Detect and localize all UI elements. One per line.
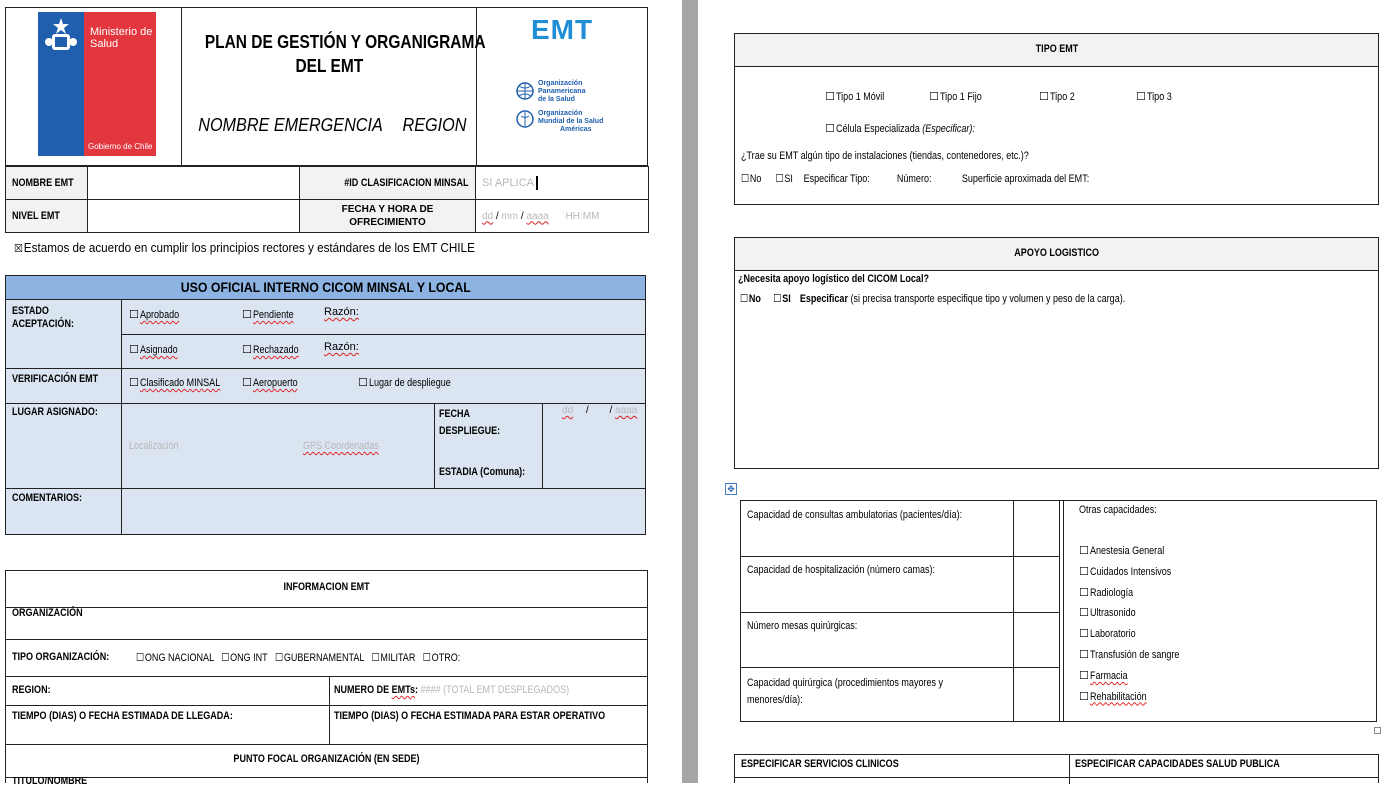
tiempo-operativo-label: TIEMPO (DIAS) O FECHA ESTIMADA PARA ESTAR OPERATIVO <box>334 710 606 722</box>
emergency-name-label: NOMBRE EMERGENCIA <box>198 115 384 135</box>
localizacion-placeholder[interactable]: Localización <box>129 440 179 452</box>
fecha-despliegue-label: FECHA DESPLIEGUE: <box>439 408 501 437</box>
punto-focal-title: PUNTO FOCAL ORGANIZACIÓN (EN SEDE) <box>233 753 420 765</box>
logo-red-block <box>84 12 156 156</box>
mesas-quirurgicas-label: Número mesas quirúrgicas: <box>747 620 858 632</box>
hospitalizacion-value-field[interactable] <box>1014 557 1059 612</box>
tipo1-movil-checkbox[interactable]: ☐Tipo 1 Móvil <box>825 90 885 103</box>
otras-capacidades-list <box>1079 541 1199 707</box>
id-clasificacion-label: #ID CLASIFICACION MINSAL <box>300 167 476 200</box>
informacion-title: INFORMACION EMT <box>283 581 370 593</box>
aeropuerto-checkbox[interactable]: ☐Aeropuerto <box>242 376 298 389</box>
form-title-line2: DEL EMT <box>295 56 363 76</box>
region-label: REGION <box>402 115 466 135</box>
capacidad-consultas-label: Capacidad de consultas ambulatorias (pacientes/día): <box>747 509 963 521</box>
fecha-label-1: FECHA Y HORA DE <box>341 204 434 215</box>
tiempo-llegada-label: TIEMPO (DIAS) O FECHA ESTIMADA DE LLEGADA: <box>12 710 233 722</box>
quirurgica-value-field[interactable] <box>1014 668 1059 721</box>
agreement-checkbox[interactable]: ☒ <box>14 242 23 255</box>
ultrasonido-checkbox[interactable]: ☐Ultrasonido <box>1079 606 1136 620</box>
consultas-value-field[interactable] <box>1014 501 1059 556</box>
ops-line1: Organización <box>538 80 583 87</box>
tipo2-checkbox[interactable]: ☐Tipo 2 <box>1039 90 1075 103</box>
apoyo-question: ¿Necesita apoyo logístico del CICOM Local? <box>738 273 929 285</box>
especificar-block <box>734 754 1379 783</box>
tipo-emt-block <box>734 33 1379 205</box>
informacion-emt-block <box>5 570 648 783</box>
razon-2-label: Razón: <box>324 341 359 353</box>
apoyo-no-checkbox[interactable]: ☐No <box>740 292 761 305</box>
region-field-label: REGION: <box>12 684 51 696</box>
ops-logo <box>516 80 626 140</box>
apoyo-logistico-block <box>734 237 1379 469</box>
ministry-name-line2: Salud <box>90 38 119 50</box>
instalaciones-question: ¿Trae su EMT algún tipo de instalaciones (tiendas, contenedores, etc.)? <box>741 150 1029 162</box>
agreement-row[interactable] <box>14 240 526 255</box>
ops-line3: de la Salud <box>538 96 575 103</box>
oms-line2: Mundial de la Salud <box>538 118 604 125</box>
table-move-handle-icon[interactable]: ✥ <box>725 483 737 495</box>
fecha-ofrecimiento-label <box>300 200 476 233</box>
capacidades-block <box>740 500 1377 722</box>
fecha-ofrecimiento-field[interactable] <box>476 200 649 233</box>
page-gap <box>682 0 698 783</box>
verificacion-label: VERIFICACIÓN EMT <box>12 373 99 385</box>
instalaciones-options <box>741 172 1166 185</box>
radiologia-checkbox[interactable]: ☐Radiología <box>1079 585 1134 599</box>
clasificado-checkbox[interactable]: ☐Clasificado MINSAL <box>129 376 221 389</box>
aprobado-checkbox[interactable]: ☐Aprobado <box>129 308 180 321</box>
date-sep-2: / <box>520 210 524 222</box>
gps-placeholder[interactable]: GPS Coordenadas <box>303 440 379 452</box>
ong-nacional-checkbox[interactable]: ☐ONG NACIONAL <box>136 651 214 664</box>
fecha-despliegue-field[interactable]: dd / / aaaa <box>562 405 638 416</box>
instalaciones-no-checkbox[interactable]: ☐No <box>741 172 762 185</box>
globe-icon <box>516 82 534 100</box>
especificar-tipo-label: Especificar Tipo: <box>803 173 870 185</box>
salud-publica-label: ESPECIFICAR CAPACIDADES SALUD PUBLICA <box>1075 758 1280 770</box>
emt-logo <box>516 14 608 50</box>
titulo-nombre-label: TITULO/NOMBRE <box>12 777 88 785</box>
comentarios-field[interactable] <box>122 489 645 534</box>
lugar-despliegue-checkbox[interactable]: ☐Lugar de despliegue <box>358 376 451 389</box>
emergency-name <box>182 112 476 138</box>
tipo-organizacion-label: TIPO ORGANIZACIÓN: <box>12 651 110 663</box>
form-title-line1: PLAN DE GESTIÓN Y ORGANIGRAMA <box>204 32 486 52</box>
apoyo-especificar-label: Especificar <box>799 293 848 305</box>
apoyo-si-checkbox[interactable]: ☐SI <box>773 292 791 305</box>
emt-logo-text: EMT <box>530 14 594 45</box>
date-dd: dd <box>482 210 494 222</box>
capacidad-hospitalizacion-label: Capacidad de hospitalización (número camas): <box>747 564 936 576</box>
date-sep-1: / <box>495 210 499 222</box>
date-mm: mm <box>501 210 519 222</box>
coat-of-arms-icon <box>44 16 78 56</box>
razon-1-label: Razón: <box>324 306 359 318</box>
instalaciones-si-checkbox[interactable]: ☐SI <box>775 172 793 185</box>
otras-capacidades-label: Otras capacidades: <box>1079 504 1157 516</box>
apoyo-title: APOYO LOGISTICO <box>1014 247 1099 259</box>
militar-checkbox[interactable]: ☐MILITAR <box>371 651 416 664</box>
superficie-label: Superficie aproximada del EMT: <box>961 173 1090 185</box>
pendiente-checkbox[interactable]: ☐Pendiente <box>242 308 294 321</box>
farmacia-checkbox[interactable]: ☐Farmacia <box>1079 668 1128 682</box>
logo-blue-block <box>38 12 84 156</box>
gov-label: Gobierno de Chile <box>88 142 153 151</box>
ministry-name-line1: Ministerio de <box>90 26 153 38</box>
ops-line2: Panamericana <box>538 88 586 95</box>
date-aaaa: aaaa <box>526 210 549 222</box>
organizacion-label: ORGANIZACIÓN <box>12 607 83 619</box>
ministry-logo <box>38 12 156 156</box>
fecha-label-2: OFRECIMIENTO <box>349 217 426 228</box>
numero-emts-field[interactable]: NUMERO DE EMTs: #### (TOTAL EMT DESPLEGADOS) <box>334 684 570 696</box>
nivel-emt-label: NIVEL EMT <box>6 200 88 233</box>
who-globe-icon <box>516 110 534 128</box>
uso-oficial-title: USO OFICIAL INTERNO CICOM MINSAL Y LOCAL <box>5 275 646 300</box>
estadia-label: ESTADIA (Comuna): <box>439 466 526 478</box>
apoyo-detail: (si precisa transporte especifique tipo y volumen y peso de la carga). <box>850 293 1126 305</box>
rechazado-checkbox[interactable]: ☐Rechazado <box>242 343 299 356</box>
transfusion-checkbox[interactable]: ☐Transfusión de sangre <box>1079 647 1180 661</box>
gubernamental-checkbox[interactable]: ☐GUBERNAMENTAL <box>274 651 365 664</box>
lugar-asignado-label: LUGAR ASIGNADO: <box>12 406 98 418</box>
end-of-cell-marker <box>1374 727 1381 734</box>
laboratorio-checkbox[interactable]: ☐Laboratorio <box>1079 627 1136 641</box>
header-block <box>5 7 648 166</box>
tipo-emt-title: TIPO EMT <box>1035 43 1078 55</box>
anestesia-checkbox[interactable]: ☐Anestesia General <box>1079 544 1165 557</box>
celula-checkbox[interactable]: ☐Célula Especializada (Especificar): <box>825 122 975 135</box>
asignado-checkbox[interactable]: ☐Asignado <box>129 343 178 356</box>
form-title <box>182 30 486 78</box>
rehabilitacion-checkbox[interactable]: ☐Rehabilitación <box>1079 689 1147 703</box>
nombre-emt-field[interactable] <box>88 167 300 200</box>
mesas-value-field[interactable] <box>1014 613 1059 667</box>
comentarios-label: COMENTARIOS: <box>12 492 82 504</box>
uso-oficial-body <box>5 300 646 535</box>
id-placeholder: SI APLICA <box>482 176 534 189</box>
numero-label: Número: <box>896 173 932 185</box>
oms-line3: Américas <box>560 126 592 133</box>
emt-id-table <box>5 166 649 233</box>
agreement-text: Estamos de acuerdo en cumplir los principios rectores y estándares de los EMT CHILE <box>23 240 475 255</box>
time-placeholder: HH:MM <box>565 210 600 222</box>
tipo-organizacion-options <box>136 651 531 664</box>
nivel-emt-field[interactable] <box>88 200 300 233</box>
apoyo-options <box>740 292 1210 305</box>
text-cursor <box>536 176 538 190</box>
capacidad-quirurgica-label: Capacidad quirúrgica (procedimientos mayores y menores/día): <box>747 677 944 706</box>
ong-int-checkbox[interactable]: ☐ONG INT <box>221 651 268 664</box>
tipo1-fijo-checkbox[interactable]: ☐Tipo 1 Fijo <box>929 90 982 103</box>
cuidados-intensivos-checkbox[interactable]: ☐Cuidados Intensivos <box>1079 564 1172 578</box>
otro-checkbox[interactable]: ☐OTRO: <box>422 651 461 664</box>
tipo3-checkbox[interactable]: ☐Tipo 3 <box>1136 90 1172 103</box>
oms-line1: Organización <box>538 110 583 117</box>
estado-aceptacion-label: ESTADO ACEPTACIÓN: <box>12 305 74 330</box>
servicios-clinicos-label: ESPECIFICAR SERVICIOS CLINICOS <box>741 758 899 770</box>
nombre-emt-label: NOMBRE EMT <box>6 167 88 200</box>
id-clasificacion-field[interactable] <box>476 167 649 200</box>
